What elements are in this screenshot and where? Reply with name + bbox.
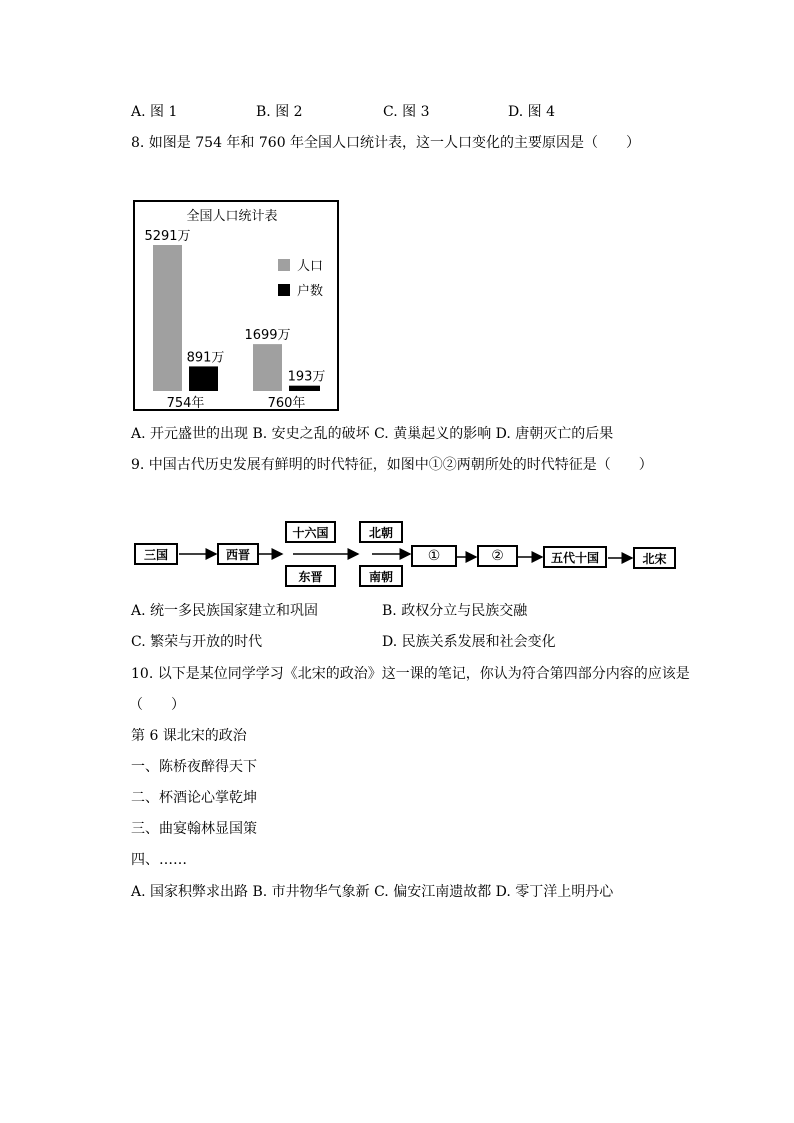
legend-swatch-0 bbox=[278, 259, 290, 271]
q9-option-d: D. 民族关系发展和社会变化 bbox=[382, 634, 556, 650]
flow-box-wudai: 五代十国 bbox=[543, 546, 607, 568]
flow-box-one: ① bbox=[411, 545, 457, 567]
flow-box-dongjin: 东晋 bbox=[285, 565, 336, 587]
q9-stem: 9. 中国古代历史发展有鲜明的时代特征，如图中①②两朝所处的时代特征是（ ） bbox=[131, 457, 653, 473]
q10-note-4: 四、…… bbox=[131, 852, 187, 868]
q7-option-a: A. 图 1 bbox=[131, 104, 178, 120]
flow-box-nanchao: 南朝 bbox=[359, 565, 403, 587]
q7-option-d: D. 图 4 bbox=[508, 104, 555, 120]
q10-options: A. 国家积弊求出路 B. 市井物华气象新 C. 偏安江南遗故都 D. 零丁洋上明丹心 bbox=[131, 884, 614, 900]
q7-option-b: B. 图 2 bbox=[256, 104, 303, 120]
flow-box-xijin: 西晋 bbox=[217, 543, 259, 565]
flow-box-beisong: 北宋 bbox=[633, 547, 676, 569]
chart-title: 全国人口统计表 bbox=[186, 209, 278, 224]
q7-option-c: C. 图 3 bbox=[383, 104, 430, 120]
population-chart-svg bbox=[135, 202, 337, 409]
flow-box-beichao: 北朝 bbox=[359, 521, 403, 543]
bar-label-1-0: 891万 bbox=[186, 350, 225, 366]
flow-box-sanguo: 三国 bbox=[134, 543, 178, 565]
q8-stem: 8. 如图是 754 年和 760 年全国人口统计表，这一人口变化的主要原因是（ ） bbox=[131, 135, 641, 151]
bar-0-1 bbox=[253, 344, 282, 391]
q10-note-title: 第 6 课北宋的政治 bbox=[131, 728, 247, 744]
bar-label-0-0: 5291万 bbox=[144, 229, 191, 244]
flow-box-shiliuguo: 十六国 bbox=[285, 521, 336, 543]
bar-1-1 bbox=[289, 386, 320, 391]
bar-0-0 bbox=[153, 245, 182, 391]
x-tick-label-0: 754年 bbox=[166, 396, 205, 409]
legend-label-1: 户数 bbox=[297, 284, 324, 299]
q8-options: A. 开元盛世的出现 B. 安史之乱的破坏 C. 黄巢起义的影响 D. 唐朝灭亡的后果 bbox=[131, 426, 614, 442]
q9-option-c: C. 繁荣与开放的时代 bbox=[131, 634, 263, 650]
q9-option-a: A. 统一多民族国家建立和巩固 bbox=[131, 603, 319, 619]
q10-note-2: 二、杯酒论心掌乾坤 bbox=[131, 790, 257, 806]
bar-label-1-1: 193万 bbox=[287, 369, 326, 385]
q10-note-1: 一、陈桥夜醉得天下 bbox=[131, 759, 257, 775]
legend-label-0: 人口 bbox=[297, 259, 324, 274]
legend-swatch-1 bbox=[278, 284, 290, 296]
flow-box-two: ② bbox=[477, 545, 518, 567]
q10-stem: 10. 以下是某位同学学习《北宋的政治》这一课的笔记，你认为符合第四部分内容的应该是 bbox=[131, 666, 690, 682]
bar-1-0 bbox=[189, 366, 218, 391]
x-tick-label-1: 760年 bbox=[267, 396, 306, 409]
q9-option-b: B. 政权分立与民族交融 bbox=[382, 603, 528, 619]
q10-paren: （ ） bbox=[129, 697, 185, 713]
bar-label-0-1: 1699万 bbox=[244, 328, 291, 344]
population-chart bbox=[133, 200, 339, 411]
q10-note-3: 三、曲宴翰林显国策 bbox=[131, 821, 257, 837]
